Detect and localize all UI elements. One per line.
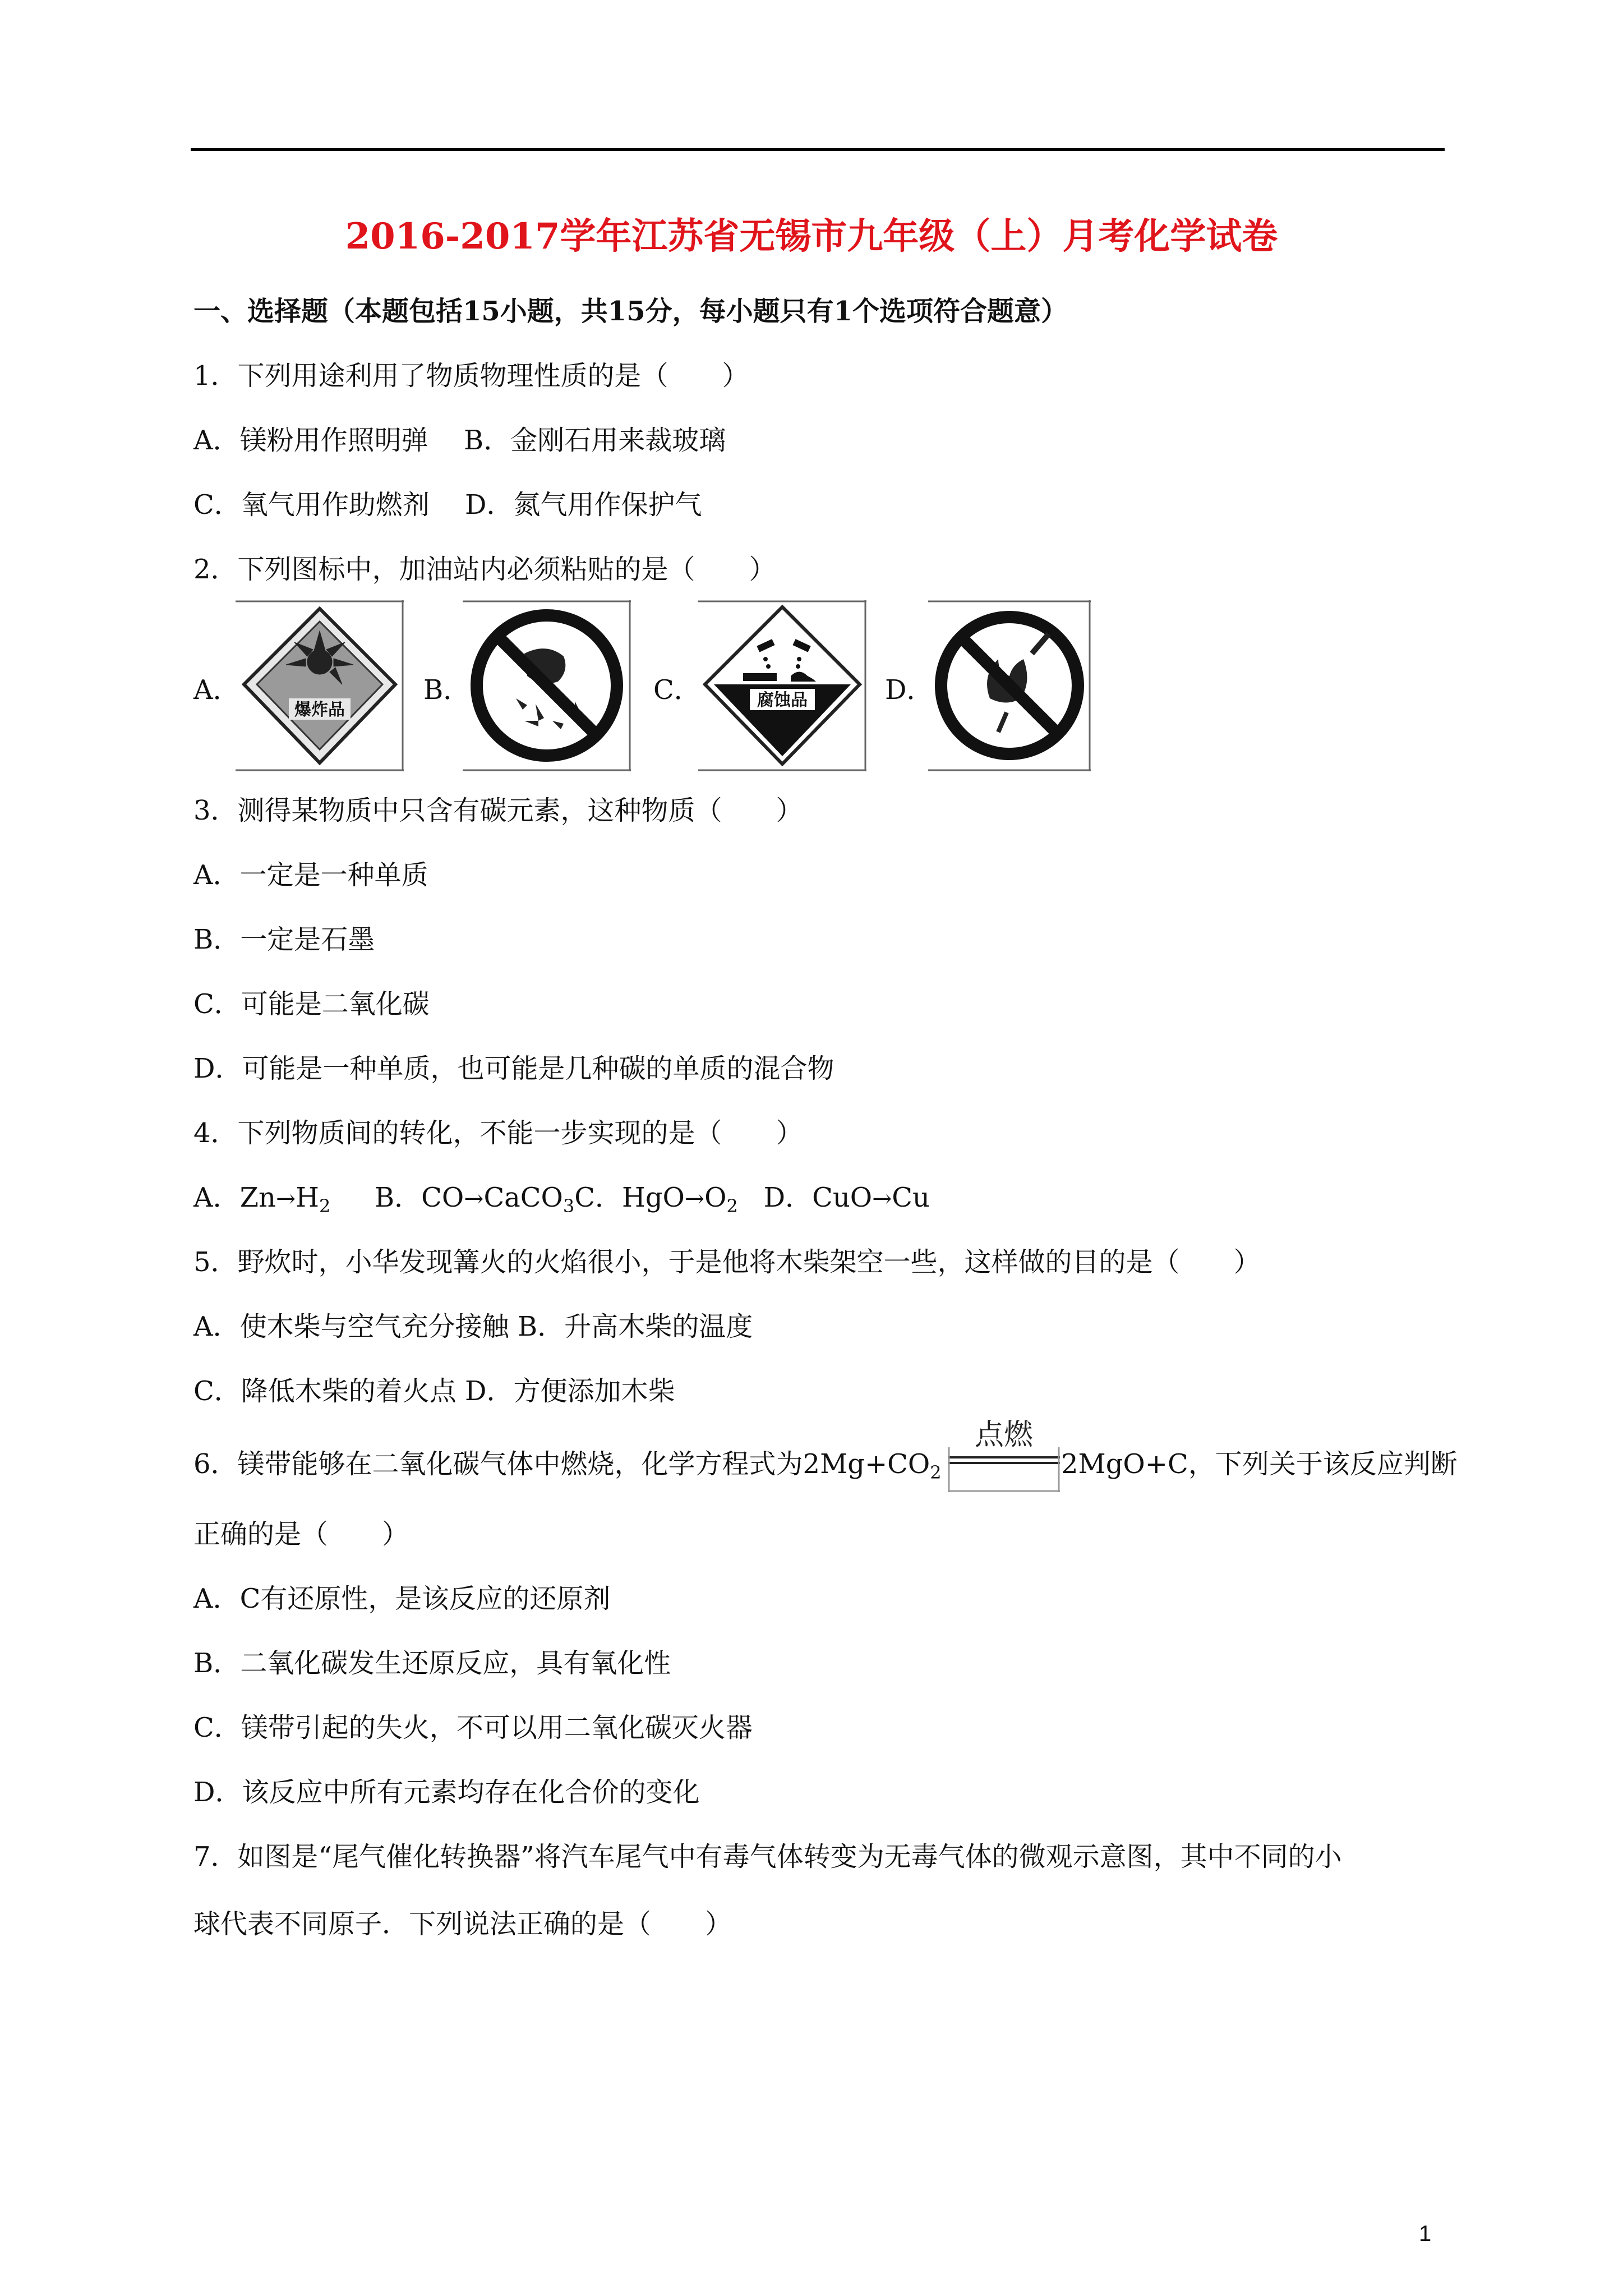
q4-c-pre: C．HgO — [574, 1182, 685, 1213]
q7-stem-cont: 球代表不同原子．下列说法正确的是（ ） — [193, 1908, 732, 1940]
q4-a-arrow: → — [275, 1185, 296, 1212]
sign-c-text: 腐蚀品 — [757, 691, 808, 710]
page-title: 2016-2017学年江苏省无锡市九年级（上）月考化学试卷 — [345, 215, 1278, 257]
q3-stem: 3．测得某物质中只含有碳元素，这种物质（ ） — [193, 795, 803, 826]
q6-option-a: A．C有还原性，是该反应的还原剂 — [193, 1583, 611, 1614]
q4-c-arrow: → — [684, 1185, 705, 1212]
q1-stem: 1．下列用途利用了物质物理性质的是（ ） — [193, 360, 749, 392]
q1-options-cd: C．氧气用作助燃剂 D．氮气用作保护气 — [193, 489, 702, 521]
q3-option-c: C．可能是二氧化碳 — [193, 988, 430, 1020]
header-rule — [191, 148, 1445, 151]
q2-label-a: A． — [193, 674, 240, 706]
q2-label-b: B． — [423, 674, 471, 706]
q5-options-cd: C．降低木柴的着火点 D．方便添加木柴 — [193, 1375, 675, 1407]
q4-c-el: O — [704, 1182, 727, 1213]
corrosive-sign-icon — [698, 600, 866, 771]
q6-option-c: C．镁带引起的失火，不可以用二氧化碳灭火器 — [193, 1712, 753, 1743]
reaction-condition: 点燃 — [974, 1418, 1034, 1452]
page-number: 1 — [1419, 2221, 1432, 2246]
reaction-condition-box — [948, 1414, 1060, 1492]
q5-stem: 5．野炊时，小华发现篝火的火焰很小，于是他将木柴架空一些，这样做的目的是（ ） — [193, 1246, 1261, 1278]
q6-stem-post: 2MgO+C，下列关于该反应判断 — [1061, 1448, 1458, 1480]
q2-label-c: C． — [653, 674, 701, 706]
explosive-sign-icon — [236, 600, 404, 771]
q5-options-ab: A．使木柴与空气充分接触 B．升高木柴的温度 — [193, 1311, 753, 1342]
q4-a-pre: A．Zn — [193, 1182, 276, 1213]
q6-stem-pre — [193, 1447, 942, 1489]
q2-label-d: D． — [885, 674, 934, 706]
q4-c-sub: 2 — [726, 1195, 738, 1217]
q4-d-el: Cu — [892, 1182, 930, 1213]
no-fire-sign-icon — [928, 600, 1091, 771]
q3-option-d: D．可能是一种单质，也可能是几种碳的单质的混合物 — [193, 1053, 834, 1084]
q4-a-el: H — [296, 1182, 319, 1213]
q4-a-sub: 2 — [319, 1195, 331, 1217]
q4-stem: 4．下列物质间的转化，不能一步实现的是（ ） — [193, 1117, 803, 1149]
q2-stem: 2．下列图标中，加油站内必须粘贴的是（ ） — [193, 554, 776, 585]
q6-option-d: D．该反应中所有元素均存在化合价的变化 — [193, 1777, 700, 1808]
no-water-sign-icon — [463, 600, 631, 771]
q7-stem: 7．如图是“尾气催化转换器”将汽车尾气中有毒气体转变为无毒气体的微观示意图，其中不同的小 — [193, 1841, 1342, 1872]
sign-a-text: 爆炸品 — [294, 700, 345, 720]
q6-stem-cont: 正确的是（ ） — [193, 1519, 409, 1550]
q4-d-pre: D．CuO — [763, 1182, 873, 1213]
q6-stem-sub: 2 — [930, 1462, 942, 1483]
q3-option-b: B．一定是石墨 — [193, 924, 375, 955]
q6-option-b: B．二氧化碳发生还原反应，具有氧化性 — [193, 1648, 671, 1679]
q4-d-arrow: → — [872, 1185, 892, 1212]
section-heading: 一、选择题（本题包括15小题，共15分，每小题只有1个选项符合题意） — [193, 296, 1068, 327]
q4-b-sub: 3 — [562, 1195, 575, 1217]
q3-option-a: A．一定是一种单质 — [193, 859, 428, 891]
q6-stem-text: 6．镁带能够在二氧化碳气体中燃烧，化学方程式为2Mg+CO — [193, 1448, 930, 1480]
q4-b-el: CaCO — [483, 1182, 563, 1213]
q1-options-ab: A．镁粉用作照明弹 B．金刚石用来裁玻璃 — [193, 425, 726, 456]
q4-b-arrow: → — [464, 1185, 484, 1212]
q4-options — [193, 1181, 930, 1223]
q4-b-pre: B．CO — [374, 1182, 464, 1213]
